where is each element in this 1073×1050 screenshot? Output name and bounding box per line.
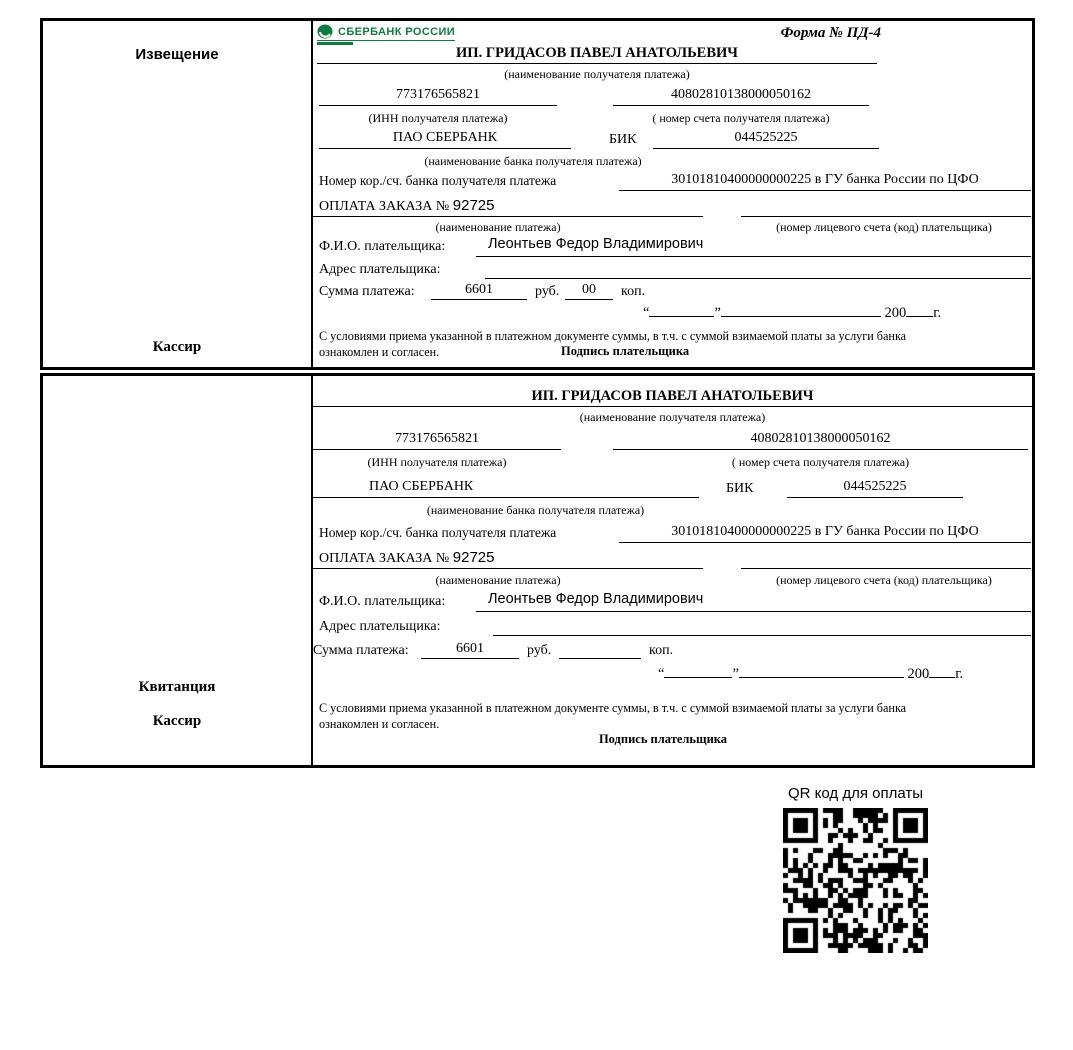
bik-label: БИК <box>609 132 637 147</box>
payment-name-line <box>313 216 703 217</box>
date-open-quote: “ <box>643 305 650 321</box>
account-caption: ( номер счета получателя платежа) <box>731 455 910 469</box>
bik-value-field: 044525225 <box>787 479 963 498</box>
date-year-field <box>929 663 955 678</box>
bank-caption: (наименование банка получателя платежа) <box>424 154 642 168</box>
payer-address-field <box>485 260 1031 279</box>
bik-label: БИК <box>726 481 754 496</box>
sum-kop-field: 00 <box>565 282 613 300</box>
bank-name-field: ПАО СБЕРБАНК <box>319 130 571 149</box>
rub-label: руб. <box>527 643 552 658</box>
recipient-name-caption: (наименование получателя платежа) <box>504 67 690 81</box>
qr-label: QR код для оплаты <box>788 785 924 802</box>
date-open-quote: “ <box>658 666 665 682</box>
sum-label: Сумма платежа: <box>313 643 409 658</box>
payment-name-prefix: ОПЛАТА ЗАКАЗА № <box>319 551 453 566</box>
corr-account-field: 30101810400000000225 в ГУ банка России по ЦФО <box>619 524 1031 543</box>
recipient-name: ИП. ГРИДАСОВ ПАВЕЛ АНАТОЛЬЕВИЧ <box>531 388 814 404</box>
inn-value-field: 773176565821 <box>319 87 557 106</box>
agreement-line2: ознакомлен и согласен. <box>319 345 440 359</box>
notice-form-panel <box>313 21 1032 367</box>
signature-label: Подпись плательщика <box>561 344 690 358</box>
kop-label: коп. <box>621 284 646 299</box>
notice-title: Извещение <box>135 46 219 63</box>
notice-left-cell <box>43 21 313 367</box>
date-row <box>658 663 963 683</box>
date-day-field <box>664 663 732 678</box>
qr-code <box>783 808 928 953</box>
recipient-name: ИП. ГРИДАСОВ ПАВЕЛ АНАТОЛЬЕВИЧ <box>456 45 738 61</box>
inn-caption: (ИНН получателя платежа) <box>367 455 507 469</box>
date-month-field <box>721 302 881 317</box>
payment-name-caption: (наименование платежа) <box>435 220 561 234</box>
sberbank-logo-icon <box>317 24 334 39</box>
payer-address-field <box>493 617 1031 636</box>
agreement-line1: С условиями приема указанной в платежном документе суммы, в т.ч. с суммой взимаемой платы за услуги банка <box>319 329 907 343</box>
bik-value-field: 044525225 <box>653 130 879 149</box>
sum-rub-field: 6601 <box>431 282 527 300</box>
payer-name-field: Леонтьев Федор Владимирович <box>476 591 1031 612</box>
date-row <box>643 302 941 322</box>
payer-address-label: Адрес плательщика: <box>319 262 441 277</box>
account-value-field: 40802810138000050162 <box>613 87 869 106</box>
receipt-left-cell <box>43 376 313 765</box>
sum-kop-field <box>559 641 641 659</box>
signature-label: Подпись плательщика <box>598 732 728 746</box>
agreement-line2: ознакомлен и согласен. <box>319 717 440 731</box>
date-year-suffix: г. <box>933 305 942 321</box>
inn-value-field: 773176565821 <box>313 431 561 450</box>
date-year-field <box>906 302 933 317</box>
payment-order-number: 92725 <box>452 197 495 214</box>
sum-rub-field: 6601 <box>421 641 519 659</box>
payer-name-label: Ф.И.О. плательщика: <box>319 239 446 254</box>
payer-name-field: Леонтьев Федор Владимирович <box>476 236 1031 257</box>
recipient-name-caption: (наименование получателя платежа) <box>579 410 766 424</box>
sberbank-logo <box>317 24 455 45</box>
recipient-name-line <box>317 63 877 64</box>
bank-caption: (наименование банка получателя платежа) <box>426 503 645 517</box>
corr-account-label: Номер кор./сч. банка получателя платежа <box>319 173 557 188</box>
date-close-quote: ” <box>732 666 739 682</box>
sum-label: Сумма платежа: <box>319 284 415 299</box>
recipient-name-line <box>313 406 1032 407</box>
corr-account-field: 30101810400000000225 в ГУ банка России по ЦФО <box>619 172 1031 191</box>
personal-account-caption: (номер лицевого счета (код) плательщика) <box>776 220 992 234</box>
date-year-prefix: 200 <box>884 305 907 321</box>
date-year-suffix: г. <box>955 666 964 682</box>
notice-section <box>40 18 1035 370</box>
inn-caption: (ИНН получателя платежа) <box>368 111 508 125</box>
account-value-field: 40802810138000050162 <box>613 431 1028 450</box>
personal-account-line <box>741 568 1031 569</box>
payer-name-label: Ф.И.О. плательщика: <box>319 594 446 609</box>
date-close-quote: ” <box>714 305 721 321</box>
receipt-section <box>40 373 1035 768</box>
account-caption: ( номер счета получателя платежа) <box>652 111 830 125</box>
agreement-line1: С условиями приема указанной в платежном документе суммы, в т.ч. с суммой взимаемой платы за услуги банка <box>319 701 907 715</box>
personal-account-line <box>741 216 1031 217</box>
receipt-form-panel <box>313 376 1032 765</box>
payment-name <box>319 549 494 567</box>
payer-address-label: Адрес плательщика: <box>319 619 441 634</box>
date-year-prefix: 200 <box>907 666 930 682</box>
payment-name-line <box>313 568 703 569</box>
payment-order-number: 92725 <box>452 549 495 566</box>
date-day-field <box>649 302 714 317</box>
receipt-cashier-label: Кассир <box>152 713 202 729</box>
payment-name-caption: (наименование платежа) <box>435 573 561 587</box>
date-month-field <box>739 663 904 678</box>
bank-name-field: ПАО СБЕРБАНК <box>313 479 699 498</box>
kop-label: коп. <box>649 643 674 658</box>
personal-account-caption: (номер лицевого счета (код) плательщика) <box>776 573 992 587</box>
form-number-label: Форма № ПД-4 <box>780 25 881 41</box>
notice-cashier-label: Кассир <box>152 339 202 355</box>
receipt-title: Квитанция <box>138 679 216 695</box>
sberbank-logo-text: СБЕРБАНК РОССИИ <box>338 25 456 38</box>
payment-name-prefix: ОПЛАТА ЗАКАЗА № <box>319 199 453 214</box>
corr-account-label: Номер кор./сч. банка получателя платежа <box>319 525 557 540</box>
rub-label: руб. <box>535 284 560 299</box>
payment-name <box>319 197 494 215</box>
